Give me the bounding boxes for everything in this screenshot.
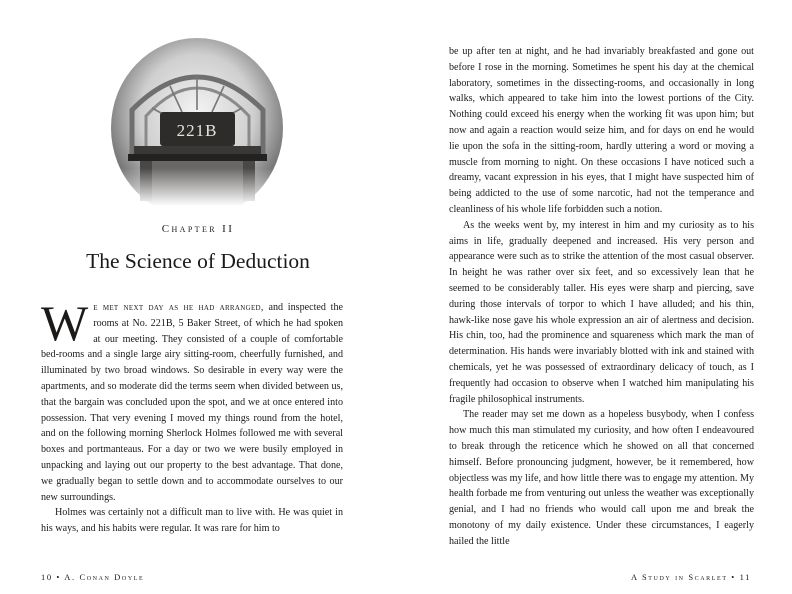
left-page-body [41, 295, 343, 537]
doorway-illustration-svg [110, 38, 285, 206]
sign-221b-text: 221B [176, 121, 218, 140]
right-page-body [449, 44, 754, 550]
left-paragraph-2: Holmes was certainly not a difficult man to live with. He was quiet in his ways, and his habits were regular. It was rare for him to [41, 507, 343, 535]
footer-right-folio: A Study in Scarlet • 11 [630, 572, 751, 582]
right-paragraph-2: As the weeks went by, my interest in him and my curiosity as to his aims in life, gradually deepened and increased. His very person and appearance were such as to strike the attention of the most casual observer. In height he was rather over six feet, and so excessively lean that he seemed to be considerably taller. His eyes were sharp and piercing, save during those intervals of torpor to which I have alluded; and his thin, hawk-like nose gave his whole expression an air of alertness and decision. His chin, too, had the prominence and squareness which mark the man of determination. His hands were invariably blotted with ink and stained with chemicals, yet he was possessed of extraordinary delicacy of touch, as I frequently had occasion to observe when I watched him manipulating his fragile philosophical instruments. [449, 219, 754, 405]
right-paragraph-3: The reader may set me down as a hopeless busybody, when I confess how much this man stimulated my curiosity, and how often I endeavoured to break through the reticence which he showed on all that concerned himself. Before pronouncing judgment, however, be it remembered, how objectless was my life, and how little there was to engage my attention. My health forbade me from venturing out unless the weather was exceptionally genial, and I had no friends who would call upon me and break the monotony of my daily existence. Under these circumstances, I eagerly hailed the little [449, 409, 754, 547]
left-paragraph-1 [41, 295, 343, 505]
footer-left-folio: 10 • A. Conan Doyle [41, 572, 145, 582]
opening-smallcaps-text: e met next day as he had arranged, [93, 302, 264, 313]
chapter-label: Chapter II [161, 223, 235, 235]
chapter-title: The Science of Deduction [86, 249, 310, 273]
doorway-221b-illustration [110, 38, 285, 206]
right-paragraph-1: be up after ten at night, and he had invariably breakfasted and gone out before I rose in the morning. Sometimes he spent his day at the chemical laboratory, sometimes in the dissecting-rooms, and occasionally in long walks, which appeared to take him into the lowest portions of the City. Nothing could exceed his energy when the working fit was upon him; but now and again a reaction would seize him, and for days on end he would lie upon the sofa in the sitting-room, hardly uttering a word or moving a muscle from morning to night. On these occasions I have noticed such a dreamy, vacant expression in his eyes, that I might have suspected him of being addicted to the use of some narcotic, had not the temperance and cleanliness of his whole life forbidden such a notion. [449, 46, 754, 215]
left-paragraph-1-text: and inspected the rooms at No. 221B, 5 Baker Street, of which he had spoken at our meeting. They consisted of a couple of comfortable bed-rooms and a single large airy sitting-room, cheerfully furnished, and illuminated by two broad windows. So desirable in every way were the apartments, and so moderate did the terms seem when divided between us, that the bargain was concluded upon the spot, and we at once entered into possession. That very evening I moved my things round from the hotel, and on the following morning Sherlock Holmes followed me with several boxes and portmanteaus. For a day or two we were busily employed in unpacking and laying out our property to the best advantage. That done, we gradually began to settle down and to accommodate ourselves to our new surroundings. [41, 302, 343, 503]
dropcap-letter: W [41, 295, 89, 351]
